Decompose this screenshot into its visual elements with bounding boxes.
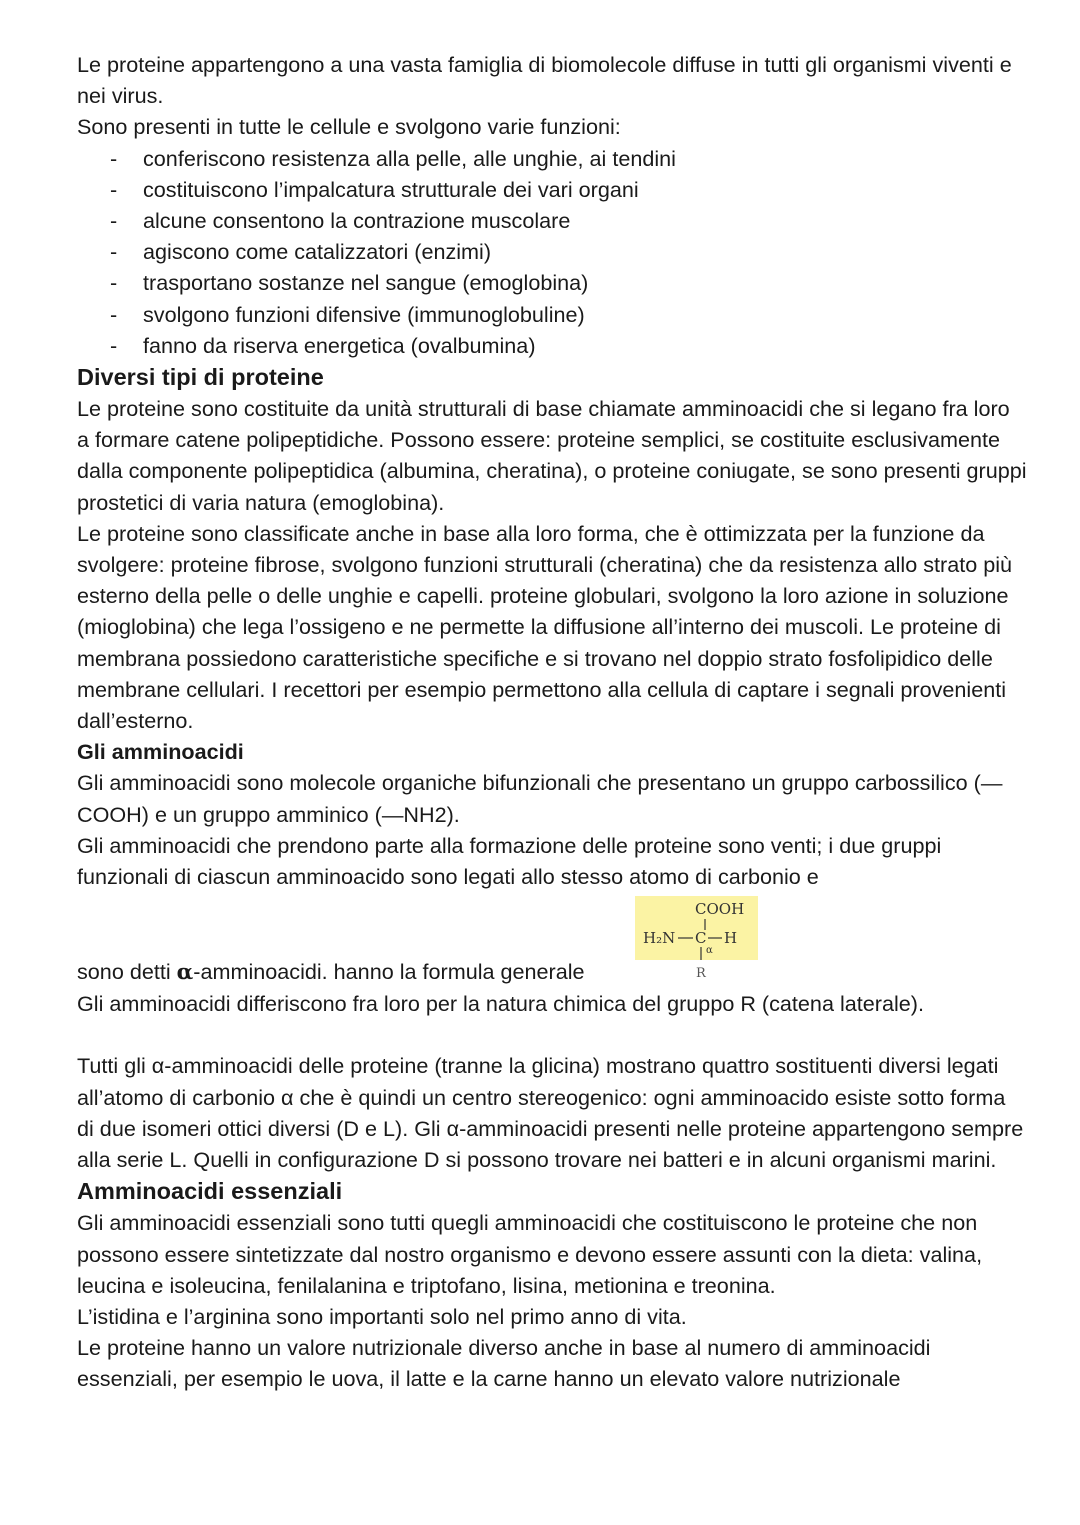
bullet-dash: - [110,208,118,234]
formula-nh2: H₂N [643,929,676,948]
amino-acid-general-formula [635,896,758,984]
formula-caption-after: -amminoacidi. hanno la formula generale [193,959,585,985]
list-item [77,174,1027,205]
formula-caption-before: sono detti [77,959,177,985]
amminoacidi-paragraph-4: Tutti gli α-amminoacidi delle proteine (tranne la glicina) mostrano quattro sostituenti diversi legati all’atomo di carbonio α che è quindi un centro stereogenico: ogni amminoacido esiste sotto forma di due isomeri ottici diversi (D e L). Gli α-amminoacidi presenti nelle proteine appartengono sempre alla serie L. Quelli in configurazione D si possono trovare nei batteri e in alcuni organismi marini. [77,1053,1024,1173]
list-item-text: agiscono come catalizzatori (enzimi) [143,239,492,265]
blank-line [77,1019,1027,1050]
bullet-dash: - [110,145,118,171]
intro-paragraph: Le proteine appartengono a una vasta famiglia di biomolecole diffuse in tutti gli organismi viventi e nei virus. [77,52,1012,109]
list-item-text: fanno da riserva energetica (ovalbumina) [143,332,536,358]
bullet-dash: - [110,239,118,265]
formula-caption [77,956,585,988]
list-item-text: trasportano sostanze nel sangue (emoglobina) [143,270,589,296]
amminoacidi-paragraph-3: Gli amminoacidi differiscono fra loro per la natura chimica del gruppo R (catena laterale). [77,991,924,1017]
list-item-text: alcune consentono la contrazione muscolare [143,208,571,234]
amminoacidi-paragraph-2: Gli amminoacidi che prendono parte alla formazione delle proteine sono venti; i due gruppi funzionali di ciascun amminoacido sono legati allo stesso atomo di carbonio e [77,832,942,890]
tipi-paragraph-1: Le proteine sono costituite da unità strutturali di base chiamate amminoacidi che si legano fra loro a formare catene polipeptidiche. Possono essere: proteine semplici, se costituite esclusivamente dalla componente polipeptidica (albumina, cheratina), o proteine coniugate, se sono presenti gruppi prostetici di varia natura (emoglobina). [77,396,1027,515]
heading-amminoacidi: Gli amminoacidi [77,739,244,765]
document-page [77,49,1027,1395]
formula-h: H [724,929,738,948]
list-item [77,143,1027,174]
heading-tipi-proteine: Diversi tipi di proteine [77,364,324,391]
bullet-dash: - [110,270,118,296]
formula-cooh: COOH [695,900,745,919]
list-item [77,330,1027,361]
list-item [77,205,1027,236]
bullet-dash: - [110,301,118,327]
list-item-text: costituiscono l’impalcatura strutturale dei vari organi [143,176,639,202]
formula-alpha: α [706,945,713,957]
functions-intro: Sono presenti in tutte le cellule e svolgono varie funzioni: [77,114,621,140]
heading-amminoacidi-essenziali: Amminoacidi essenziali [77,1178,343,1205]
list-item [77,267,1027,298]
formula-r: R [696,966,706,982]
bullet-dash: - [110,332,118,358]
tipi-paragraph-2: Le proteine sono classificate anche in base alla loro forma, che è ottimizzata per la funzione da svolgere: proteine fibrose, svolgono funzioni strutturali (cheratina) che da resistenza allo strato più esterno della pelle o delle unghie e capelli. proteine globulari, svolgono la loro azione in soluzione (mioglobina) che lega l’ossigeno e ne permette la diffusione all’interno dei muscoli. Le proteine di membrana possiedono caratteristiche specifiche e si trovano nel doppio strato fosfolipidico delle membrane cellulari. I recettori per esempio permettono alla cellula di captare i segnali provenienti dall’esterno. [77,520,1013,734]
list-item [77,299,1027,330]
functions-list [77,143,1027,361]
list-item-text: conferiscono resistenza alla pelle, alle unghie, ai tendini [143,145,676,171]
essenziali-paragraph-2: L’istidina e l’arginina sono importanti solo nel primo anno di vita. [77,1303,687,1329]
alpha-symbol: α [176,960,194,986]
essenziali-paragraph-1: Gli amminoacidi essenziali sono tutti quegli amminoacidi che costituiscono le proteine che non possono essere sintetizzate dal nostro organismo e devono essere assunti con la dieta: valina, leucina e isoleucina, fenilalanina e triptofano, lisina, metionina e treonina. [77,1210,983,1298]
list-item [77,236,1027,267]
essenziali-paragraph-3: Le proteine hanno un valore nutrizionale diverso anche in base al numero di amminoacidi essenziali, per esempio le uova, il latte e la carne hanno un elevato valore nutrizionale [77,1335,931,1392]
amminoacidi-paragraph-1: Gli amminoacidi sono molecole organiche bifunzionali che presentano un gruppo carbossilico (—COOH) e un gruppo amminico (—NH2). [77,770,1003,827]
bullet-dash: - [110,176,118,202]
formula-carbon: C [695,929,707,948]
list-item-text: svolgono funzioni difensive (immunoglobuline) [143,301,585,327]
formula-line [77,892,1027,988]
